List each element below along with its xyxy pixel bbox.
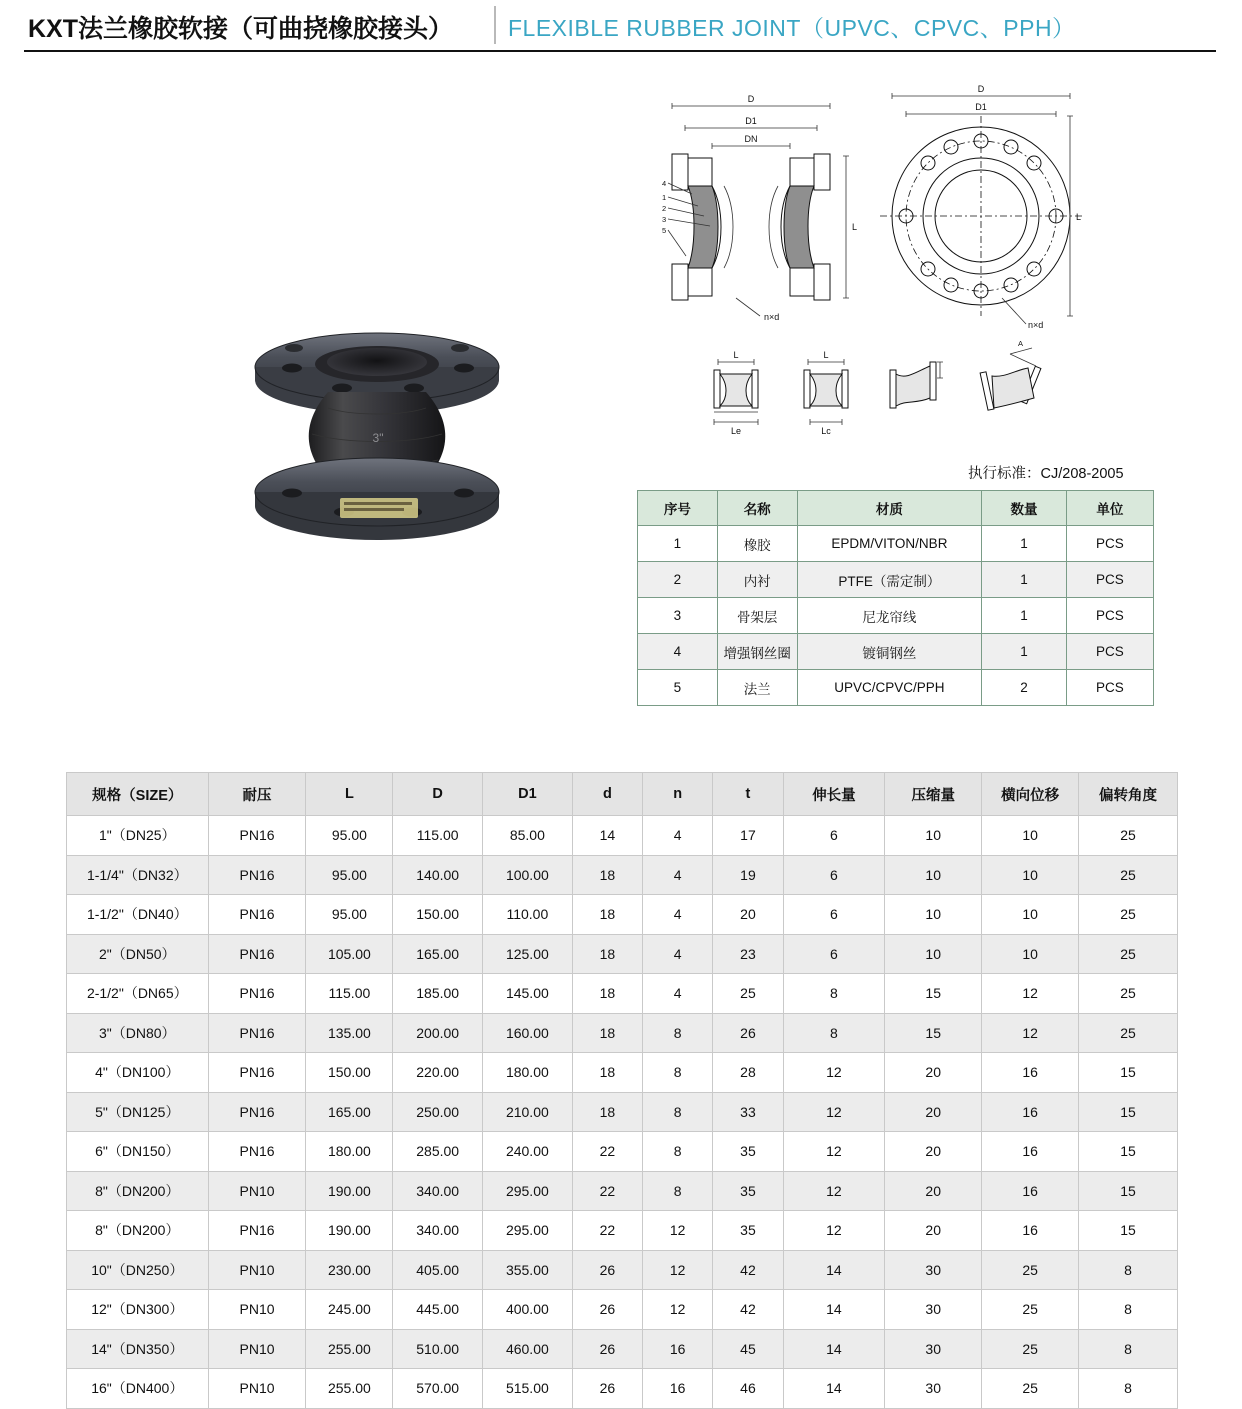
spec-cell-compression: 30 <box>885 1329 982 1369</box>
spec-cell-n: 8 <box>643 1092 713 1132</box>
spec-header-angular: 偏转角度 <box>1079 773 1178 816</box>
table-row <box>67 1250 1178 1290</box>
spec-cell-d1: 125.00 <box>483 934 573 974</box>
spec-cell-pressure: PN16 <box>208 934 306 974</box>
section-view <box>662 94 857 322</box>
spec-cell-size: 14"（DN350） <box>67 1329 209 1369</box>
spec-cell-t: 26 <box>713 1013 783 1053</box>
parts-cell-name: 法兰 <box>717 670 797 706</box>
table-row <box>638 670 1154 706</box>
spec-cell-dsmall: 22 <box>572 1171 642 1211</box>
callout-3: 3 <box>662 215 667 224</box>
parts-cell-qty: 2 <box>982 670 1067 706</box>
header-rule <box>24 50 1216 52</box>
spec-cell-elongation: 12 <box>783 1211 885 1251</box>
spec-cell-angular: 15 <box>1079 1132 1178 1172</box>
spec-cell-n: 8 <box>643 1171 713 1211</box>
spec-cell-n: 12 <box>643 1250 713 1290</box>
parts-cell-unit: PCS <box>1066 634 1153 670</box>
spec-cell-lateral: 10 <box>982 855 1079 895</box>
parts-cell-material: UPVC/CPVC/PPH <box>797 670 982 706</box>
technical-drawings <box>640 66 1110 456</box>
svg-text:3": 3" <box>372 431 384 445</box>
svg-text:D1: D1 <box>745 116 757 126</box>
spec-cell-lateral: 16 <box>982 1211 1079 1251</box>
callout-5: 5 <box>662 226 667 235</box>
parts-cell-name: 增强钢丝圈 <box>717 634 797 670</box>
spec-cell-d: 200.00 <box>393 1013 483 1053</box>
spec-cell-elongation: 6 <box>783 895 885 935</box>
spec-cell-l: 135.00 <box>306 1013 393 1053</box>
spec-cell-l: 255.00 <box>306 1369 393 1409</box>
spec-cell-elongation: 14 <box>783 1290 885 1330</box>
spec-cell-n: 4 <box>643 895 713 935</box>
spec-cell-pressure: PN10 <box>208 1329 306 1369</box>
svg-text:DN: DN <box>744 134 758 144</box>
parts-cell-no: 3 <box>638 598 718 634</box>
spec-cell-elongation: 12 <box>783 1053 885 1093</box>
spec-cell-d: 220.00 <box>393 1053 483 1093</box>
spec-header-d: D <box>393 773 483 816</box>
spec-cell-d1: 180.00 <box>483 1053 573 1093</box>
spec-cell-compression: 20 <box>885 1053 982 1093</box>
spec-cell-size: 1-1/4"（DN32） <box>67 855 209 895</box>
spec-cell-dsmall: 18 <box>572 855 642 895</box>
spec-cell-n: 8 <box>643 1132 713 1172</box>
spec-header-n: n <box>643 773 713 816</box>
spec-cell-lateral: 16 <box>982 1132 1079 1172</box>
svg-text:n×d: n×d <box>1028 320 1044 330</box>
spec-cell-compression: 15 <box>885 974 982 1014</box>
callout-2: 2 <box>662 204 667 213</box>
spec-cell-size: 1"（DN25） <box>67 816 209 856</box>
spec-cell-n: 12 <box>643 1290 713 1330</box>
spec-cell-l: 115.00 <box>306 974 393 1014</box>
parts-cell-qty: 1 <box>982 634 1067 670</box>
svg-text:D: D <box>977 84 985 94</box>
spec-cell-angular: 8 <box>1079 1290 1178 1330</box>
parts-cell-name: 内衬 <box>717 562 797 598</box>
spec-cell-d: 150.00 <box>393 895 483 935</box>
spec-cell-l: 95.00 <box>306 855 393 895</box>
table-row <box>67 1013 1178 1053</box>
table-row <box>67 1290 1178 1330</box>
spec-cell-size: 3"（DN80） <box>67 1013 209 1053</box>
spec-cell-pressure: PN10 <box>208 1369 306 1409</box>
parts-cell-unit: PCS <box>1066 562 1153 598</box>
spec-cell-compression: 10 <box>885 816 982 856</box>
spec-cell-t: 46 <box>713 1369 783 1409</box>
spec-cell-size: 16"（DN400） <box>67 1369 209 1409</box>
spec-cell-angular: 8 <box>1079 1329 1178 1369</box>
spec-cell-angular: 15 <box>1079 1211 1178 1251</box>
spec-cell-n: 8 <box>643 1053 713 1093</box>
spec-cell-t: 25 <box>713 974 783 1014</box>
spec-cell-d1: 160.00 <box>483 1013 573 1053</box>
spec-cell-elongation: 6 <box>783 855 885 895</box>
spec-cell-d1: 85.00 <box>483 816 573 856</box>
spec-cell-angular: 25 <box>1079 895 1178 935</box>
spec-cell-size: 6"（DN150） <box>67 1132 209 1172</box>
spec-cell-l: 230.00 <box>306 1250 393 1290</box>
spec-cell-dsmall: 26 <box>572 1290 642 1330</box>
spec-cell-n: 8 <box>643 1013 713 1053</box>
spec-cell-d: 285.00 <box>393 1132 483 1172</box>
spec-cell-size: 4"（DN100） <box>67 1053 209 1093</box>
spec-cell-d1: 400.00 <box>483 1290 573 1330</box>
spec-cell-pressure: PN16 <box>208 1211 306 1251</box>
page-title-cn: KXT法兰橡胶软接（可曲挠橡胶接头） <box>28 15 454 43</box>
spec-cell-n: 4 <box>643 974 713 1014</box>
spec-cell-t: 23 <box>713 934 783 974</box>
spec-cell-t: 35 <box>713 1171 783 1211</box>
spec-cell-compression: 20 <box>885 1092 982 1132</box>
spec-cell-compression: 10 <box>885 855 982 895</box>
spec-cell-dsmall: 18 <box>572 974 642 1014</box>
svg-text:n×d: n×d <box>764 312 780 322</box>
spec-cell-angular: 15 <box>1079 1053 1178 1093</box>
table-row <box>67 1369 1178 1409</box>
table-row <box>67 934 1178 974</box>
spec-cell-size: 1-1/2"（DN40） <box>67 895 209 935</box>
spec-cell-d: 140.00 <box>393 855 483 895</box>
spec-cell-angular: 25 <box>1079 934 1178 974</box>
spec-cell-pressure: PN16 <box>208 816 306 856</box>
svg-text:L: L <box>733 350 739 360</box>
spec-cell-d1: 240.00 <box>483 1132 573 1172</box>
spec-cell-dsmall: 18 <box>572 1092 642 1132</box>
spec-cell-angular: 8 <box>1079 1250 1178 1290</box>
spec-cell-n: 4 <box>643 934 713 974</box>
spec-cell-lateral: 10 <box>982 895 1079 935</box>
parts-cell-qty: 1 <box>982 598 1067 634</box>
parts-header-name: 名称 <box>717 491 797 526</box>
table-row <box>67 1171 1178 1211</box>
parts-cell-name: 橡胶 <box>717 526 797 562</box>
parts-cell-material: 尼龙帘线 <box>797 598 982 634</box>
spec-cell-elongation: 8 <box>783 1013 885 1053</box>
spec-cell-l: 190.00 <box>306 1171 393 1211</box>
spec-table-container <box>66 772 1178 1409</box>
parts-cell-material: PTFE（需定制） <box>797 562 982 598</box>
spec-cell-lateral: 25 <box>982 1290 1079 1330</box>
spec-cell-compression: 20 <box>885 1171 982 1211</box>
parts-table <box>637 490 1154 706</box>
spec-cell-dsmall: 22 <box>572 1211 642 1251</box>
spec-cell-lateral: 16 <box>982 1053 1079 1093</box>
spec-cell-t: 42 <box>713 1290 783 1330</box>
spec-cell-elongation: 14 <box>783 1250 885 1290</box>
spec-cell-pressure: PN16 <box>208 974 306 1014</box>
spec-cell-size: 8"（DN200） <box>67 1211 209 1251</box>
spec-cell-d1: 460.00 <box>483 1329 573 1369</box>
svg-text:Le: Le <box>730 426 742 436</box>
spec-cell-dsmall: 26 <box>572 1369 642 1409</box>
spec-cell-dsmall: 22 <box>572 1132 642 1172</box>
parts-cell-material: 镀铜钢丝 <box>797 634 982 670</box>
spec-cell-angular: 15 <box>1079 1171 1178 1211</box>
spec-cell-d: 340.00 <box>393 1171 483 1211</box>
spec-cell-l: 180.00 <box>306 1132 393 1172</box>
spec-cell-size: 8"（DN200） <box>67 1171 209 1211</box>
spec-header-size: 规格（SIZE） <box>67 773 209 816</box>
svg-text:L: L <box>852 222 858 232</box>
spec-cell-pressure: PN16 <box>208 1132 306 1172</box>
table-row <box>67 1092 1178 1132</box>
table-row <box>638 526 1154 562</box>
parts-header-unit: 单位 <box>1066 491 1153 526</box>
spec-cell-d1: 110.00 <box>483 895 573 935</box>
parts-cell-unit: PCS <box>1066 598 1153 634</box>
spec-cell-elongation: 14 <box>783 1369 885 1409</box>
spec-cell-n: 16 <box>643 1329 713 1369</box>
spec-cell-pressure: PN10 <box>208 1171 306 1211</box>
spec-cell-pressure: PN16 <box>208 895 306 935</box>
spec-cell-d: 405.00 <box>393 1250 483 1290</box>
spec-cell-lateral: 25 <box>982 1369 1079 1409</box>
parts-header-material: 材质 <box>797 491 982 526</box>
parts-cell-no: 5 <box>638 670 718 706</box>
spec-cell-t: 33 <box>713 1092 783 1132</box>
spec-cell-d1: 515.00 <box>483 1369 573 1409</box>
spec-cell-t: 35 <box>713 1132 783 1172</box>
spec-cell-compression: 20 <box>885 1132 982 1172</box>
spec-cell-lateral: 25 <box>982 1250 1079 1290</box>
spec-cell-pressure: PN16 <box>208 1092 306 1132</box>
spec-cell-l: 150.00 <box>306 1053 393 1093</box>
svg-text:L: L <box>823 350 829 360</box>
spec-cell-d: 570.00 <box>393 1369 483 1409</box>
spec-cell-l: 190.00 <box>306 1211 393 1251</box>
parts-cell-no: 1 <box>638 526 718 562</box>
spec-cell-elongation: 14 <box>783 1329 885 1369</box>
table-row <box>67 895 1178 935</box>
spec-cell-d1: 355.00 <box>483 1250 573 1290</box>
svg-text:Lc: Lc <box>821 426 831 436</box>
spec-cell-lateral: 12 <box>982 1013 1079 1053</box>
spec-cell-d: 250.00 <box>393 1092 483 1132</box>
spec-cell-d1: 100.00 <box>483 855 573 895</box>
callout-1: 1 <box>662 193 667 202</box>
spec-cell-compression: 10 <box>885 895 982 935</box>
spec-cell-d: 445.00 <box>393 1290 483 1330</box>
parts-table-header-row <box>638 491 1154 526</box>
spec-cell-dsmall: 26 <box>572 1329 642 1369</box>
spec-cell-compression: 15 <box>885 1013 982 1053</box>
spec-cell-lateral: 16 <box>982 1092 1079 1132</box>
flange-front-view <box>880 84 1082 330</box>
spec-cell-l: 245.00 <box>306 1290 393 1330</box>
spec-cell-compression: 30 <box>885 1250 982 1290</box>
parts-cell-unit: PCS <box>1066 670 1153 706</box>
spec-cell-l: 255.00 <box>306 1329 393 1369</box>
product-photo <box>232 322 522 542</box>
page-header <box>0 0 1242 52</box>
spec-cell-d: 185.00 <box>393 974 483 1014</box>
spec-cell-size: 2-1/2"（DN65） <box>67 974 209 1014</box>
spec-cell-t: 35 <box>713 1211 783 1251</box>
spec-cell-elongation: 12 <box>783 1132 885 1172</box>
spec-cell-dsmall: 26 <box>572 1250 642 1290</box>
spec-cell-angular: 15 <box>1079 1092 1178 1132</box>
spec-cell-d1: 210.00 <box>483 1092 573 1132</box>
spec-table-header-row <box>67 773 1178 816</box>
spec-cell-d1: 295.00 <box>483 1171 573 1211</box>
parts-cell-qty: 1 <box>982 526 1067 562</box>
table-row <box>638 634 1154 670</box>
spec-cell-size: 5"（DN125） <box>67 1092 209 1132</box>
table-row <box>67 855 1178 895</box>
spec-cell-d1: 145.00 <box>483 974 573 1014</box>
spec-header-l: L <box>306 773 393 816</box>
spec-cell-t: 42 <box>713 1250 783 1290</box>
spec-cell-dsmall: 18 <box>572 1053 642 1093</box>
spec-cell-elongation: 6 <box>783 934 885 974</box>
parts-header-no: 序号 <box>638 491 718 526</box>
table-row <box>67 1329 1178 1369</box>
table-row <box>67 1132 1178 1172</box>
spec-cell-elongation: 8 <box>783 974 885 1014</box>
spec-cell-size: 10"（DN250） <box>67 1250 209 1290</box>
spec-cell-lateral: 10 <box>982 934 1079 974</box>
spec-header-t: t <box>713 773 783 816</box>
spec-header-pressure: 耐压 <box>208 773 306 816</box>
spec-cell-size: 2"（DN50） <box>67 934 209 974</box>
spec-cell-lateral: 12 <box>982 974 1079 1014</box>
spec-cell-t: 28 <box>713 1053 783 1093</box>
spec-cell-elongation: 12 <box>783 1092 885 1132</box>
svg-text:A: A <box>1018 339 1024 348</box>
spec-cell-compression: 30 <box>885 1369 982 1409</box>
standard-note: 执行标准：CJ/208-2005 <box>968 466 1124 482</box>
spec-cell-pressure: PN16 <box>208 1013 306 1053</box>
svg-text:D: D <box>747 94 755 104</box>
spec-cell-angular: 25 <box>1079 1013 1178 1053</box>
spec-cell-pressure: PN16 <box>208 855 306 895</box>
spec-cell-n: 4 <box>643 855 713 895</box>
spec-cell-elongation: 6 <box>783 816 885 856</box>
spec-cell-compression: 10 <box>885 934 982 974</box>
spec-header-compression: 压缩量 <box>885 773 982 816</box>
spec-cell-d: 340.00 <box>393 1211 483 1251</box>
spec-cell-angular: 25 <box>1079 855 1178 895</box>
spec-cell-dsmall: 18 <box>572 1013 642 1053</box>
spec-cell-elongation: 12 <box>783 1171 885 1211</box>
spec-cell-angular: 8 <box>1079 1369 1178 1409</box>
spec-cell-size: 12"（DN300） <box>67 1290 209 1330</box>
spec-cell-angular: 25 <box>1079 816 1178 856</box>
spec-cell-d1: 295.00 <box>483 1211 573 1251</box>
spec-cell-n: 4 <box>643 816 713 856</box>
spec-cell-compression: 30 <box>885 1290 982 1330</box>
table-row <box>67 974 1178 1014</box>
table-row <box>67 1053 1178 1093</box>
spec-cell-t: 19 <box>713 855 783 895</box>
spec-cell-dsmall: 18 <box>572 895 642 935</box>
spec-cell-d: 510.00 <box>393 1329 483 1369</box>
table-row <box>638 598 1154 634</box>
spec-cell-n: 16 <box>643 1369 713 1409</box>
spec-cell-d: 165.00 <box>393 934 483 974</box>
parts-cell-no: 2 <box>638 562 718 598</box>
spec-cell-t: 17 <box>713 816 783 856</box>
callout-4: 4 <box>662 179 667 188</box>
movement-diagrams <box>714 339 1041 436</box>
header-divider <box>494 6 496 44</box>
parts-cell-unit: PCS <box>1066 526 1153 562</box>
spec-cell-dsmall: 18 <box>572 934 642 974</box>
page-title-en: FLEXIBLE RUBBER JOINT（UPVC、CPVC、PPH） <box>508 15 1076 41</box>
spec-cell-dsmall: 14 <box>572 816 642 856</box>
spec-cell-t: 45 <box>713 1329 783 1369</box>
spec-cell-d: 115.00 <box>393 816 483 856</box>
parts-header-qty: 数量 <box>982 491 1067 526</box>
spec-cell-angular: 25 <box>1079 974 1178 1014</box>
spec-header-lateral: 横向位移 <box>982 773 1079 816</box>
spec-header-elongation: 伸长量 <box>783 773 885 816</box>
parts-cell-material: EPDM/VITON/NBR <box>797 526 982 562</box>
table-row <box>67 816 1178 856</box>
svg-text:L: L <box>1076 212 1082 222</box>
table-row <box>67 1211 1178 1251</box>
spec-cell-pressure: PN10 <box>208 1290 306 1330</box>
spec-cell-t: 20 <box>713 895 783 935</box>
parts-cell-no: 4 <box>638 634 718 670</box>
spec-cell-n: 12 <box>643 1211 713 1251</box>
parts-cell-qty: 1 <box>982 562 1067 598</box>
spec-cell-l: 105.00 <box>306 934 393 974</box>
spec-cell-l: 95.00 <box>306 816 393 856</box>
spec-cell-compression: 20 <box>885 1211 982 1251</box>
parts-cell-name: 骨架层 <box>717 598 797 634</box>
spec-cell-l: 95.00 <box>306 895 393 935</box>
spec-cell-lateral: 16 <box>982 1171 1079 1211</box>
spec-cell-pressure: PN10 <box>208 1250 306 1290</box>
spec-header-d1: D1 <box>483 773 573 816</box>
spec-header-dsmall: d <box>572 773 642 816</box>
spec-table <box>66 772 1178 1409</box>
spec-cell-l: 165.00 <box>306 1092 393 1132</box>
spec-cell-lateral: 10 <box>982 816 1079 856</box>
spec-cell-pressure: PN16 <box>208 1053 306 1093</box>
table-row <box>638 562 1154 598</box>
svg-text:D1: D1 <box>975 102 987 112</box>
spec-cell-lateral: 25 <box>982 1329 1079 1369</box>
